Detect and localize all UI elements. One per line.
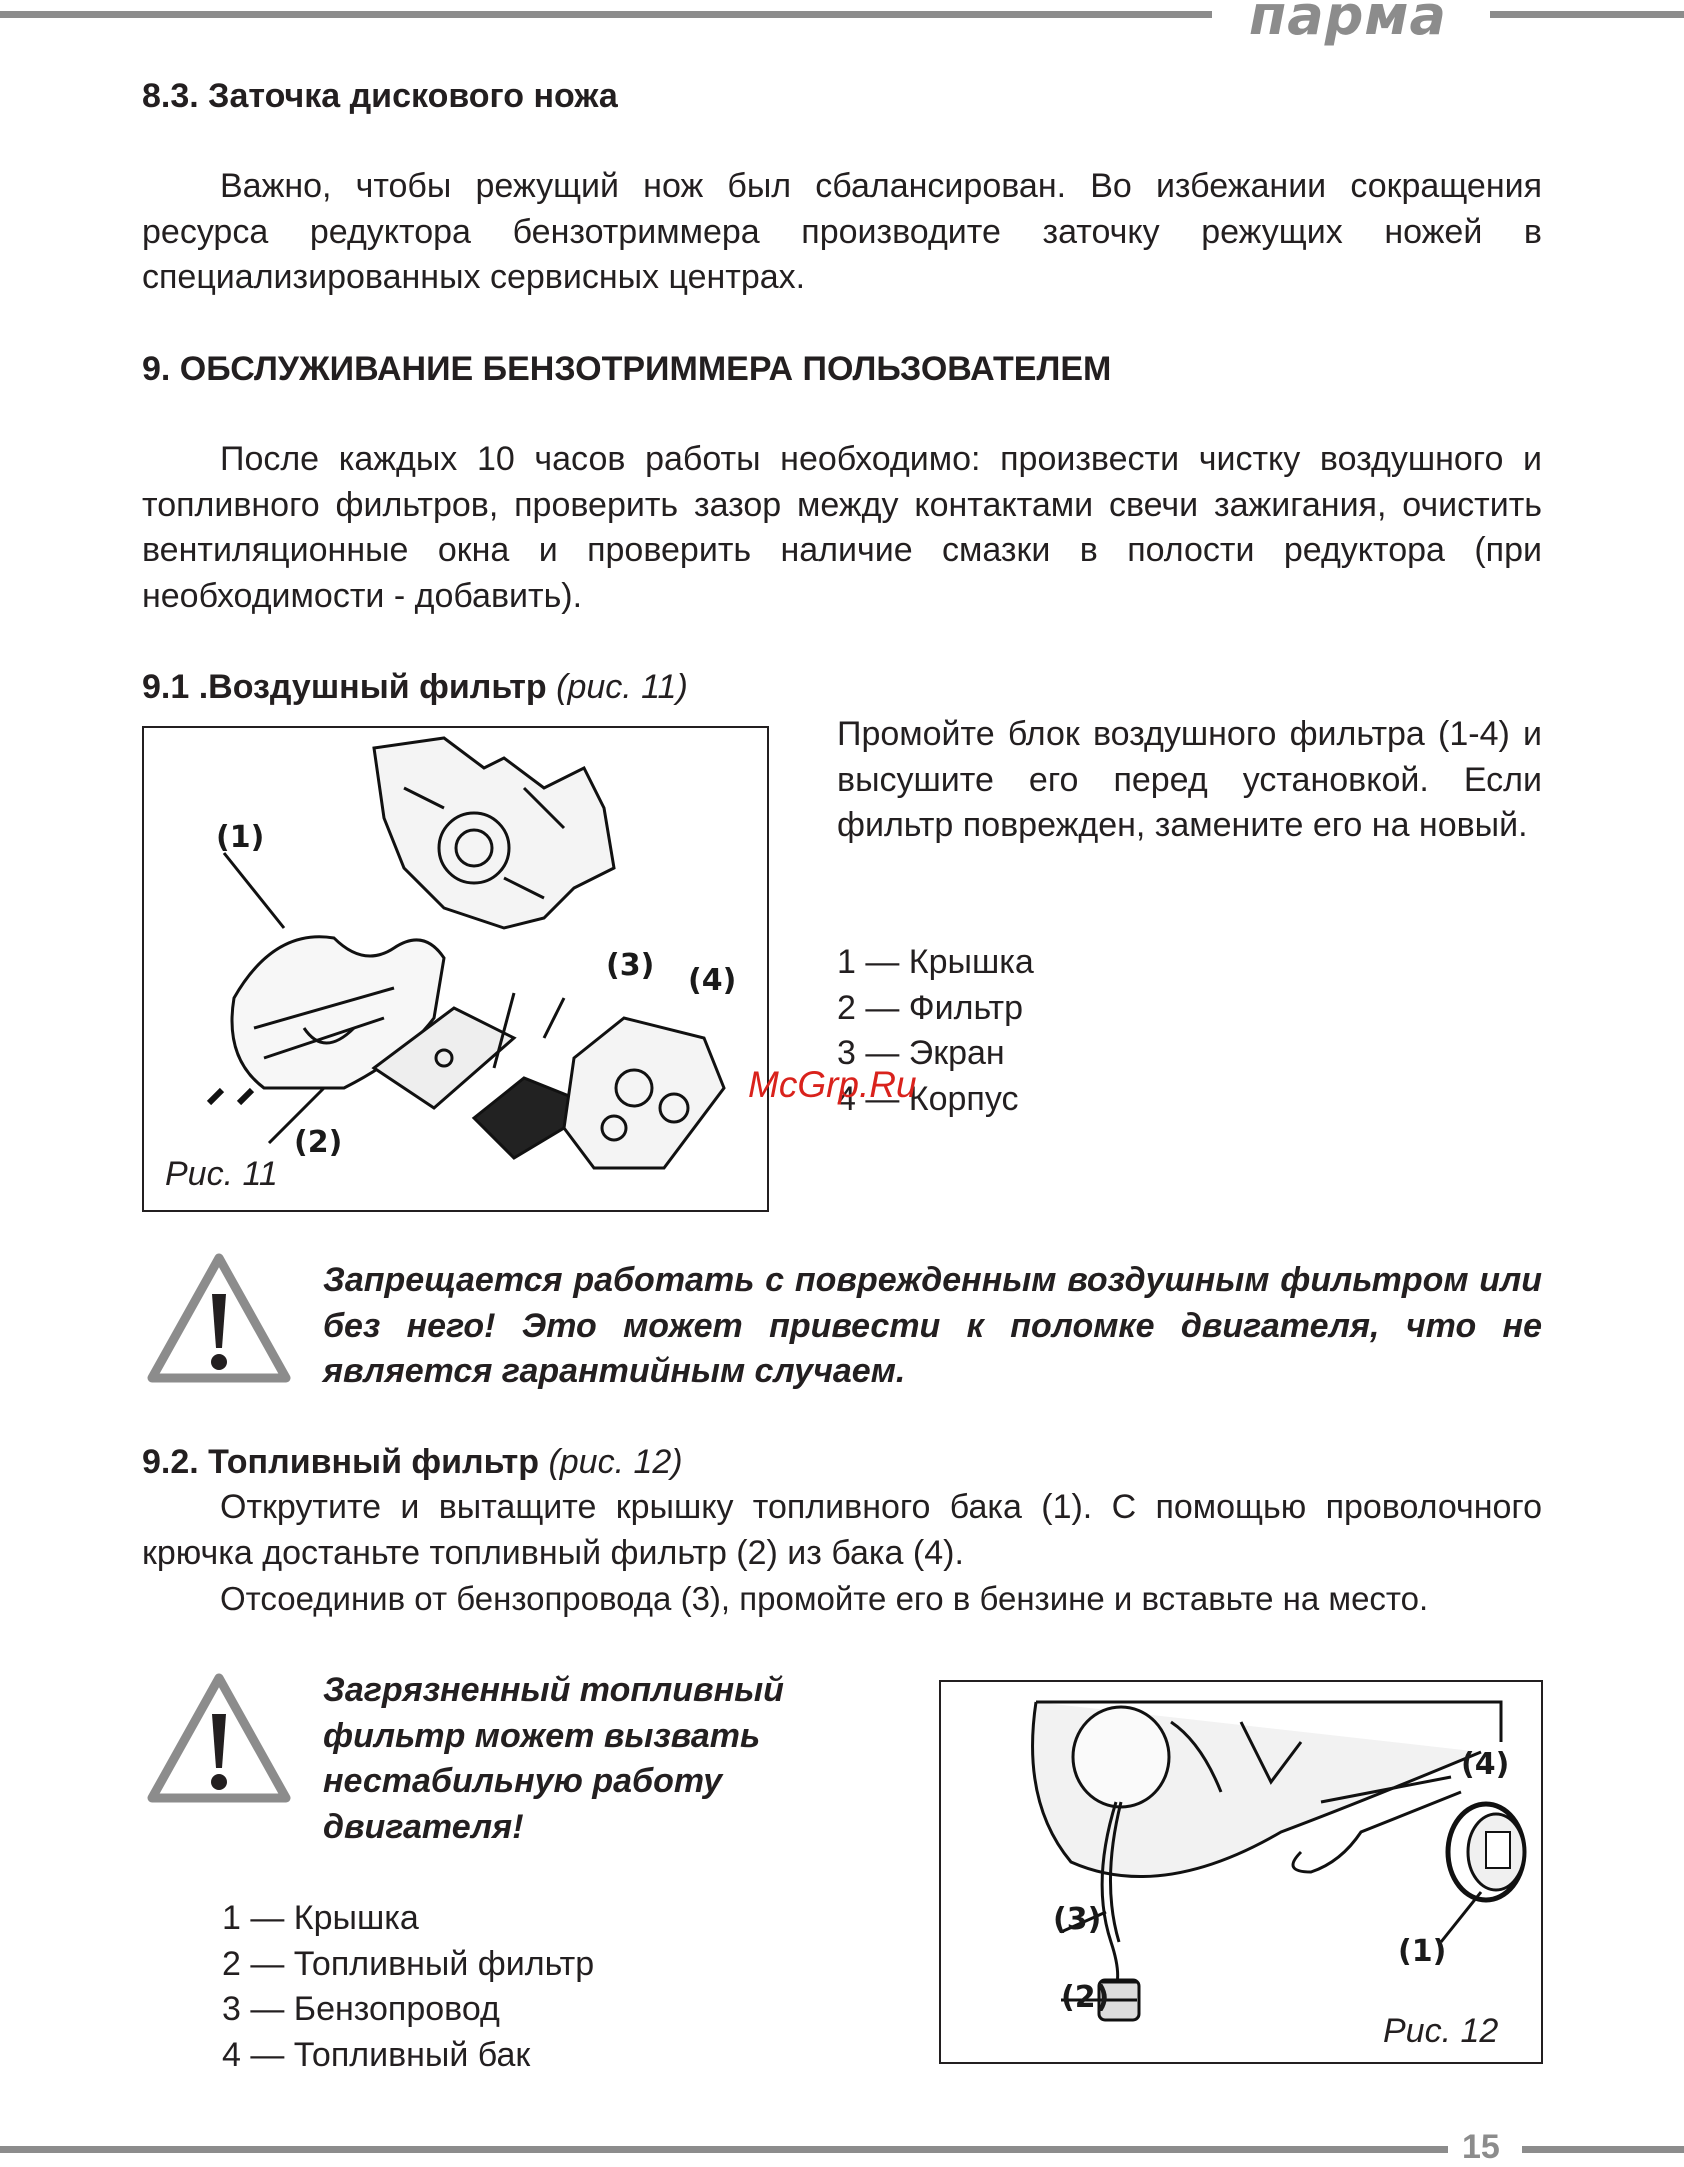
section-9-2-paragraph-2: Отсоединив от бензопровода (3), промойте его в бензине и вставьте на место. xyxy=(220,1580,1429,1617)
section-8-3-paragraph: Важно, чтобы режущий нож был сбалансирован. Во избежании сокращения ресурса редуктора бензотриммера производите заточку режущих ножей в специализированных сервисных центрах. xyxy=(142,167,1542,296)
fuel-filter-illustration xyxy=(941,1682,1541,2062)
list-item: 1 — Крышка xyxy=(222,1899,419,1937)
warning-air-filter: Запрещается работать с поврежденным воздушным фильтром или без него! Это может привести к поломке двигателя, что не является гарантийным случаем. xyxy=(323,1261,1542,1390)
brand-logo: парма xyxy=(1249,0,1447,47)
footer-rule-right xyxy=(1522,2146,1684,2153)
footer-rule xyxy=(0,2146,1448,2153)
figure-11 xyxy=(142,726,769,1212)
figure-12-callout-1: (1) xyxy=(1398,1934,1447,1969)
figure-12-callout-3: (3) xyxy=(1053,1902,1102,1937)
header-rule-right xyxy=(1490,11,1684,18)
section-9-paragraph: После каждых 10 часов работы необходимо: произвести чистку воздушного и топливного фильтров, проверить зазор между контактами свечи зажигания, очистить вентиляционные окна и проверить наличие смазки в полости редуктора (при необходимости - добавить). xyxy=(142,440,1542,615)
figure-reference: (рис. 11) xyxy=(556,668,688,706)
figure-11-callout-1: (1) xyxy=(216,820,265,855)
figure-11-callout-4: (4) xyxy=(688,963,737,998)
list-item: 4 — Корпус xyxy=(837,1079,1019,1118)
section-9-1-paragraph: Промойте блок воздушного фильтра (1-4) и высушите его перед установкой. Если фильтр поврежден, замените его на новый. xyxy=(837,715,1542,844)
section-9-2-parts-list xyxy=(222,1896,594,2078)
section-9-2-paragraph-1: Открутите и вытащите крышку топливного бака (1). С помощью проволочного крючка достаньте топливный фильтр (2) из бака (4). xyxy=(142,1488,1542,1572)
list-item: 3 — Экран xyxy=(837,1034,1005,1072)
warning-triangle-icon xyxy=(146,1672,292,1804)
figure-11-caption: Рис. 11 xyxy=(165,1155,278,1193)
list-item: 2 — Топливный фильтр xyxy=(222,1944,595,1983)
figure-12-callout-4: (4) xyxy=(1461,1747,1510,1782)
page-number: 15 xyxy=(1462,2128,1500,2166)
list-item: 3 — Бензопровод xyxy=(222,1990,500,2028)
list-item: 1 — Крышка xyxy=(837,943,1034,981)
air-filter-exploded-illustration xyxy=(144,728,767,1210)
figure-11-callout-2: (2) xyxy=(294,1125,343,1160)
section-9-2-heading: 9.2. Топливный фильтр (рис. 12) xyxy=(142,1443,683,1481)
figure-12-callout-2: (2) xyxy=(1061,1980,1110,2015)
list-item: 2 — Фильтр xyxy=(837,988,1024,1027)
figure-11-callout-3: (3) xyxy=(606,948,655,983)
warning-triangle-icon xyxy=(146,1252,292,1384)
header-rule-left xyxy=(0,11,1212,18)
figure-12 xyxy=(939,1680,1543,2064)
figure-12-caption: Рис. 12 xyxy=(1383,2012,1499,2050)
section-8-3-heading: 8.3. Заточка дискового ножа xyxy=(142,77,618,115)
figure-reference: (рис. 12) xyxy=(548,1443,683,1481)
section-9-heading: 9. ОБСЛУЖИВАНИЕ БЕНЗОТРИММЕРА ПОЛЬЗОВАТЕЛЕМ xyxy=(142,350,1112,388)
list-item: 4 — Топливный бак xyxy=(222,2035,531,2074)
section-9-1-heading: 9.1 .Воздушный фильтр (рис. 11) xyxy=(142,668,688,706)
watermark: McGrp.Ru xyxy=(748,1064,917,1105)
warning-fuel-filter: Загрязненный топливный фильтр может вызвать нестабильную работу двигателя! xyxy=(323,1671,784,1846)
